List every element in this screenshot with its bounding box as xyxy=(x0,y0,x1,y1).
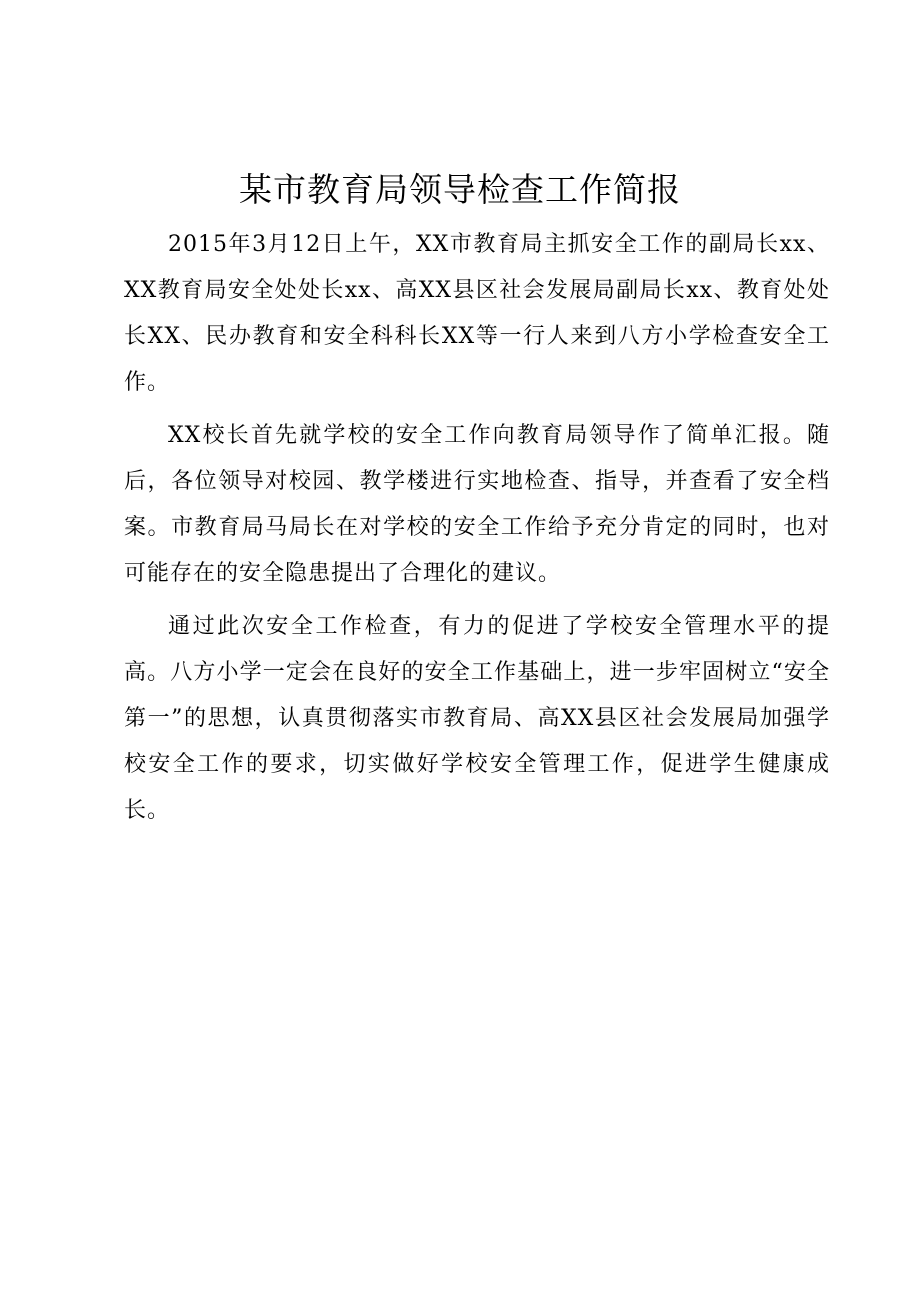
document-title: 某市教育局领导检查工作简报 xyxy=(239,170,681,209)
paragraph-1: 2015年3月12日上午，XX市教育局主抓安全工作的副局长xx、XX教育局安全处处长xx、高XX县区社会发展局副局长xx、教育处处长XX、民办教育和安全科科长XX等一行人来到八方小学检查安全工作。 xyxy=(124,232,830,395)
paragraph-3: 通过此次安全工作检查，有力的促进了学校安全管理水平的提高。八方小学一定会在良好的安全工作基础上，进一步牢固树立“安全第一”的思想，认真贯彻落实市教育局、高XX县区社会发展局加强学校安全工作的要求，切实做好学校安全管理工作，促进学生健康成长。 xyxy=(124,614,830,823)
paragraph-2: XX校长首先就学校的安全工作向教育局领导作了简单汇报。随后，各位领导对校园、教学楼进行实地检查、指导，并查看了安全档案。市教育局马局长在对学校的安全工作给予充分肯定的同时，也对可能存在的安全隐患提出了合理化的建议。 xyxy=(124,423,830,586)
document-body xyxy=(124,222,830,841)
